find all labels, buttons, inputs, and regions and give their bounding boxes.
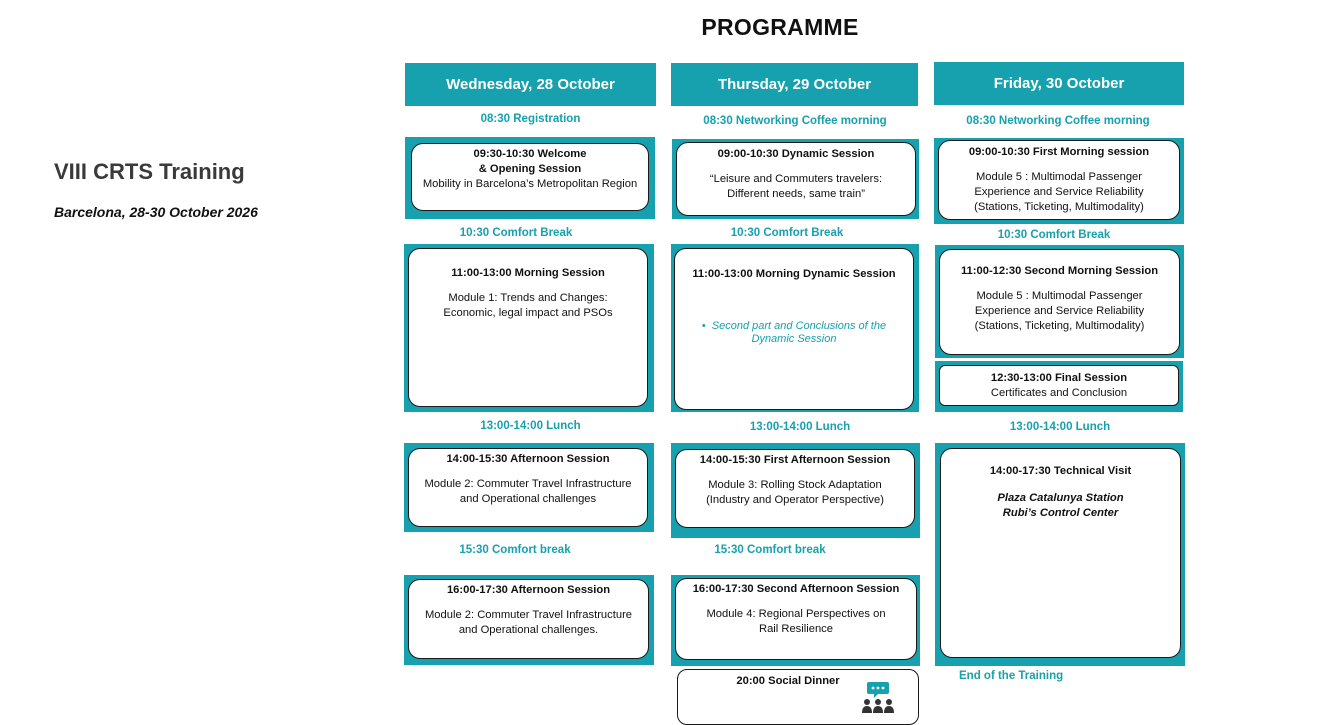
wed-session1-frame	[405, 137, 655, 219]
fri-session1-frame	[934, 138, 1184, 224]
session-body-2: (Industry and Operator Perspective)	[706, 494, 884, 506]
people-chat-icon	[860, 681, 896, 715]
fri-coffee: 08:30 Networking Coffee morning	[966, 115, 1150, 127]
thu-dinner-card	[677, 669, 919, 725]
fri-session2b-frame	[935, 361, 1183, 412]
thu-session1-frame	[672, 139, 919, 219]
thu-coffee: 08:30 Networking Coffee morning	[703, 115, 887, 127]
visit-place-2: Rubi’s Control Center	[1002, 507, 1119, 519]
session-body-1: Module 3: Rolling Stock Adaptation	[708, 479, 882, 491]
session-title: 09:30-10:30 Welcome	[473, 148, 587, 160]
thu-session3-card	[675, 449, 915, 528]
thu-session1-card	[676, 142, 916, 216]
fri-session3-card	[940, 448, 1181, 658]
thu-session4-card	[675, 578, 917, 660]
session-body-3: (Stations, Ticketing, Multimodality)	[974, 201, 1144, 213]
bullet-text-2: Dynamic Session	[751, 333, 837, 345]
thu-session2-card	[674, 248, 914, 410]
thu-break2: 15:30 Comfort break	[714, 544, 826, 556]
session-title: 16:00-17:30 Afternoon Session	[446, 584, 611, 596]
fri-end-of-training: End of the Training	[959, 670, 1064, 682]
session-title: 14:00-15:30 Afternoon Session	[446, 453, 610, 465]
day-header-wednesday: Wednesday, 28 October	[405, 63, 656, 106]
session-title: 14:00-17:30 Technical Visit	[989, 465, 1132, 477]
session-body-2: and Operational challenges.	[458, 624, 599, 636]
wed-session3-frame	[404, 443, 654, 532]
session-body-1: Module 4: Regional Perspectives on	[706, 608, 886, 620]
wed-break1: 10:30 Comfort Break	[459, 227, 573, 239]
bullet-item	[675, 320, 913, 346]
wed-lunch: 13:00-14:00 Lunch	[480, 420, 581, 432]
wed-registration: 08:30 Registration	[480, 113, 581, 125]
visit-place-1: Plaza Catalunya Station	[997, 492, 1124, 504]
session-title: 09:00-10:30 Dynamic Session	[717, 148, 875, 160]
session-body-1: Module 5 : Multimodal Passenger	[976, 290, 1143, 302]
page-title: PROGRAMME	[701, 14, 859, 40]
fri-break1: 10:30 Comfort Break	[997, 229, 1111, 241]
course-place-date: Barcelona, 28-30 October 2026	[54, 204, 258, 220]
bullet-marker: •	[701, 320, 706, 332]
session-body-1: Module 2: Commuter Travel Infrastructure	[424, 609, 633, 621]
session-title: 14:00-15:30 First Afternoon Session	[699, 454, 891, 466]
thu-session2-frame	[671, 244, 919, 412]
fri-session2-frame	[935, 245, 1184, 358]
thu-lunch: 13:00-14:00 Lunch	[749, 421, 851, 433]
wed-break2: 15:30 Comfort break	[459, 544, 571, 556]
session-title: 09:00-10:30 First Morning session	[968, 146, 1150, 158]
course-name: VIII CRTS Training	[54, 159, 245, 184]
session-title: 11:00-12:30 Second Morning Session	[960, 265, 1159, 277]
session-body-2: Experience and Service Reliability	[974, 305, 1145, 317]
session-title-2: & Opening Session	[478, 163, 582, 175]
session-body-2: Different needs, same train”	[727, 188, 865, 200]
session-body-1: “Leisure and Commuters travelers:	[709, 173, 883, 185]
session-body-1: Module 1: Trends and Changes:	[448, 292, 608, 304]
session-body-3: (Stations, Ticketing, Multimodality)	[974, 320, 1145, 332]
session-body-1: Module 5 : Multimodal Passenger	[975, 171, 1143, 183]
session-body-2: Experience and Service Reliability	[974, 186, 1144, 198]
session-body-2: and Operational challenges	[459, 493, 597, 505]
wed-session4-card	[408, 579, 649, 659]
wed-session1-card	[411, 143, 649, 211]
wed-session2-card	[408, 248, 648, 407]
fri-session2b-card	[939, 365, 1179, 406]
session-body-1: Module 2: Commuter Travel Infrastructure	[424, 478, 632, 490]
fri-lunch: 13:00-14:00 Lunch	[1009, 421, 1111, 433]
fri-session2-card	[939, 249, 1180, 355]
fri-session1-card	[938, 140, 1180, 220]
thu-session3-frame	[671, 443, 920, 538]
fri-session3-frame	[935, 443, 1185, 666]
day-header-friday: Friday, 30 October	[934, 62, 1184, 105]
wed-session2-frame	[404, 244, 654, 412]
bullet-text-1: Second part and Conclusions of the	[711, 320, 887, 332]
thu-session4-frame	[671, 575, 920, 666]
session-title: 11:00-13:00 Morning Session	[451, 267, 605, 279]
day-header-thursday: Thursday, 29 October	[671, 63, 918, 106]
session-title: 16:00-17:30 Second Afternoon Session	[692, 583, 900, 595]
session-title: 11:00-13:00 Morning Dynamic Session	[692, 268, 896, 280]
session-title: 20:00 Social Dinner	[736, 675, 840, 687]
session-body: Certificates and Conclusion	[990, 387, 1128, 399]
session-body-2: Economic, legal impact and PSOs	[443, 307, 613, 319]
session-body: Mobility in Barcelona’s Metropolitan Region	[422, 178, 638, 190]
session-body-2: Rail Resilience	[759, 623, 833, 635]
wed-session4-frame	[404, 575, 654, 665]
wed-session3-card	[408, 448, 648, 527]
session-title: 12:30-13:00 Final Session	[990, 372, 1128, 384]
thu-break1: 10:30 Comfort Break	[730, 227, 844, 239]
